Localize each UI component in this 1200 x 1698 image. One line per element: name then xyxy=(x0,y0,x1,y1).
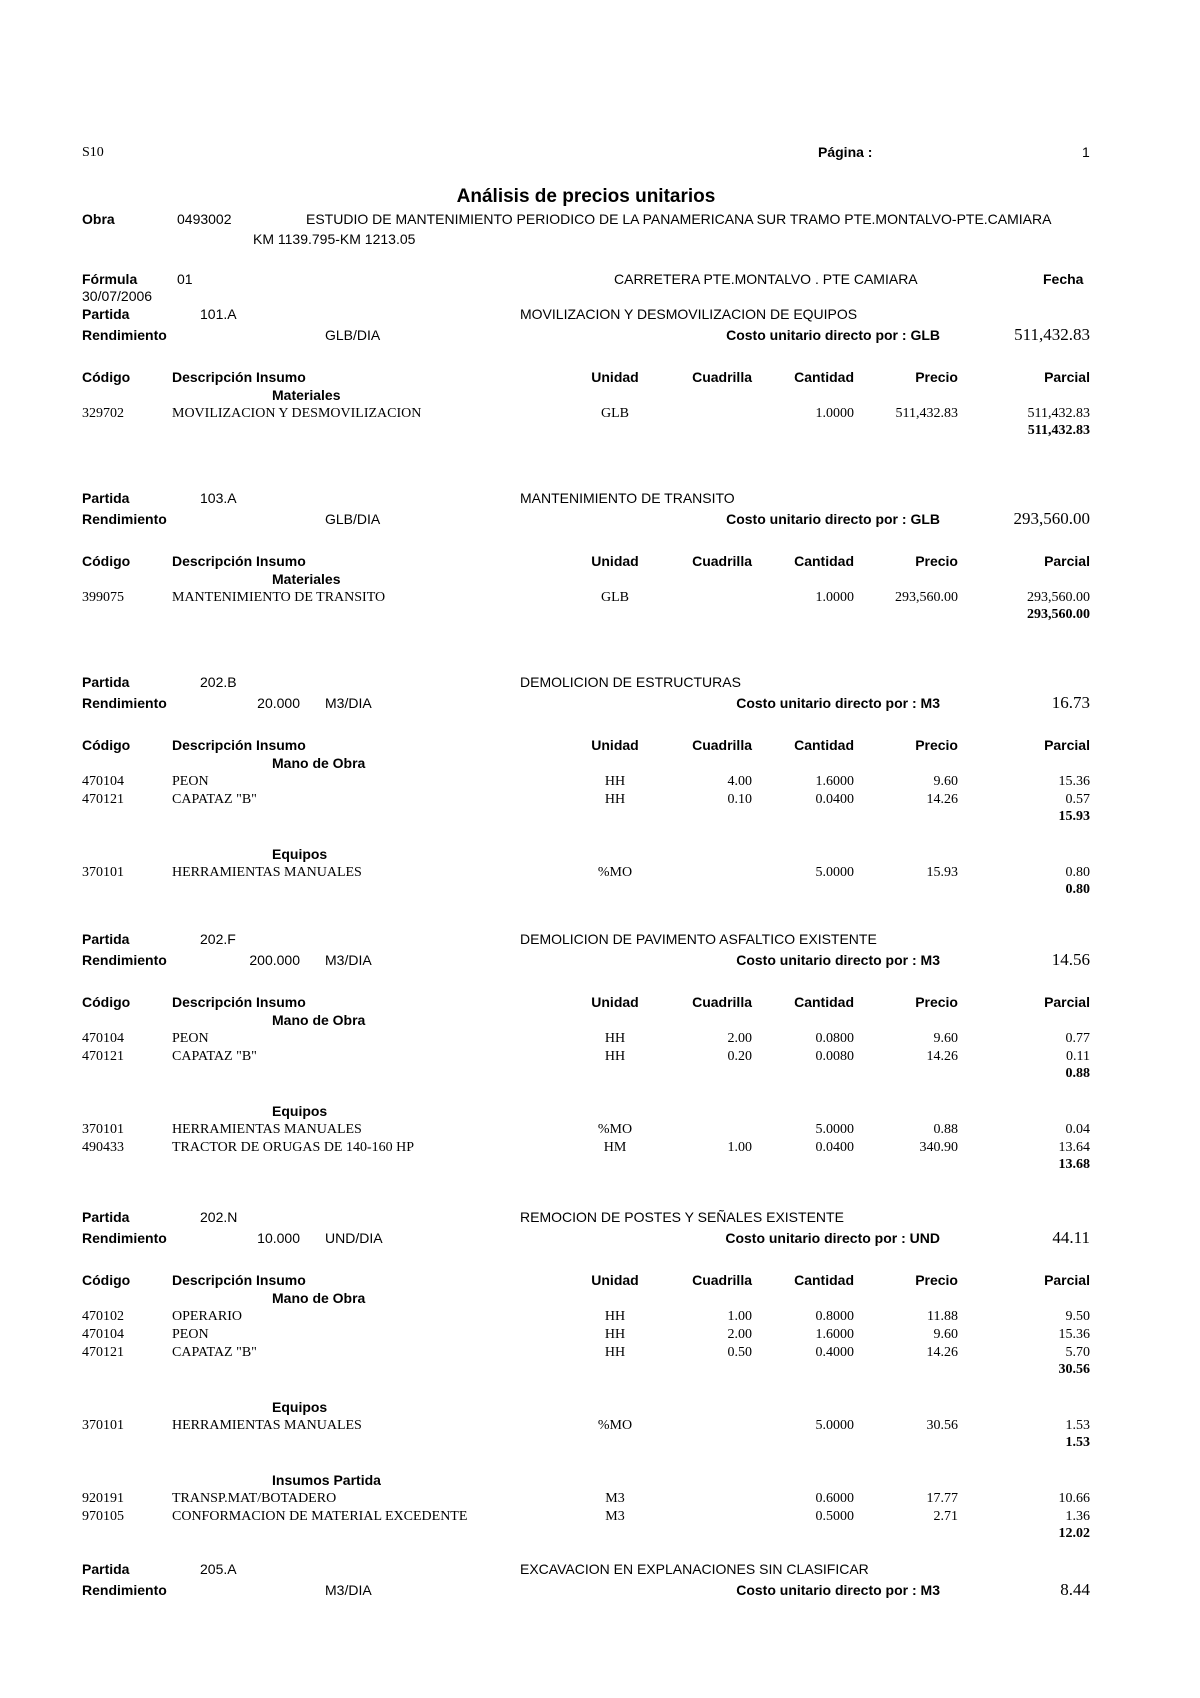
row-desc: HERRAMIENTAS MANUALES xyxy=(172,1122,362,1137)
col-header-cantidad: Cantidad xyxy=(794,994,854,1010)
rendimiento-value: 20.000 xyxy=(257,695,300,711)
rendimiento-unit: UND/DIA xyxy=(325,1230,383,1246)
row-precio: 14.26 xyxy=(926,1049,958,1064)
row-unit: GLB xyxy=(601,590,629,605)
formula-code: 01 xyxy=(177,271,193,287)
col-header-cuadrilla: Cuadrilla xyxy=(692,994,752,1010)
col-header-precio: Precio xyxy=(915,994,958,1010)
group-title: Materiales xyxy=(272,571,341,587)
row-cuadrilla: 0.50 xyxy=(727,1345,752,1360)
row-desc: PEON xyxy=(172,1031,209,1046)
row-parcial: 15.36 xyxy=(1058,1327,1090,1342)
row-cantidad: 5.0000 xyxy=(815,865,854,880)
col-header-cuadrilla: Cuadrilla xyxy=(692,369,752,385)
row-cuadrilla: 1.00 xyxy=(727,1140,752,1155)
row-parcial: 1.53 xyxy=(1065,1418,1090,1433)
rendimiento-unit: GLB/DIA xyxy=(325,327,381,343)
col-header-descripcion: Descripción Insumo xyxy=(172,994,306,1010)
rendimiento-label: Rendimiento xyxy=(82,327,167,343)
row-unit: HH xyxy=(604,1327,626,1342)
group-title: Insumos Partida xyxy=(272,1472,381,1488)
col-header-cantidad: Cantidad xyxy=(794,1272,854,1288)
unit-cost: 16.73 xyxy=(1051,693,1090,712)
group-subtotal: 293,560.00 xyxy=(1027,607,1090,622)
fecha-label: Fecha xyxy=(1043,271,1084,287)
row-unit: HM xyxy=(603,1140,627,1155)
row-code: 370101 xyxy=(82,865,124,880)
row-parcial: 0.11 xyxy=(1066,1049,1090,1064)
cost-label: Costo unitario directo por : M3 xyxy=(736,1582,940,1598)
row-desc: MANTENIMIENTO DE TRANSITO xyxy=(172,590,386,605)
row-desc: OPERARIO xyxy=(172,1309,243,1324)
row-unit: HH xyxy=(604,1309,626,1324)
rendimiento-label: Rendimiento xyxy=(82,511,167,527)
col-header-codigo: Código xyxy=(82,1272,131,1288)
partida-name: REMOCION DE POSTES Y SEÑALES EXISTENTE xyxy=(520,1209,844,1225)
row-cantidad: 5.0000 xyxy=(815,1122,854,1137)
row-desc: TRANSP.MAT/BOTADERO xyxy=(172,1491,337,1506)
col-header-precio: Precio xyxy=(915,553,958,569)
page-number: 1 xyxy=(1082,144,1090,160)
group-subtotal: 15.93 xyxy=(1058,809,1090,824)
col-header-cantidad: Cantidad xyxy=(794,369,854,385)
row-code: 470121 xyxy=(82,792,124,807)
group-title: Mano de Obra xyxy=(272,1290,366,1306)
cost-label: Costo unitario directo por : M3 xyxy=(736,952,940,968)
rendimiento-unit: M3/DIA xyxy=(325,952,372,968)
row-parcial: 15.36 xyxy=(1058,774,1090,789)
row-parcial: 0.77 xyxy=(1065,1031,1090,1046)
partida-code: 103.A xyxy=(200,490,237,506)
col-header-parcial: Parcial xyxy=(1044,737,1090,753)
col-header-codigo: Código xyxy=(82,994,131,1010)
row-cantidad: 0.0080 xyxy=(815,1049,854,1064)
col-header-cuadrilla: Cuadrilla xyxy=(692,1272,752,1288)
group-title: Equipos xyxy=(272,1399,328,1415)
row-parcial: 511,432.83 xyxy=(1027,406,1090,421)
row-code: 470104 xyxy=(82,1031,124,1046)
row-precio: 340.90 xyxy=(919,1140,958,1155)
unit-cost: 8.44 xyxy=(1060,1580,1090,1599)
row-parcial: 5.70 xyxy=(1065,1345,1090,1360)
row-cantidad: 1.6000 xyxy=(815,1327,854,1342)
row-code: 470104 xyxy=(82,774,124,789)
rendimiento-value: 200.000 xyxy=(249,952,300,968)
partida-name: DEMOLICION DE PAVIMENTO ASFALTICO EXISTENTE xyxy=(520,931,877,947)
row-cantidad: 0.0400 xyxy=(815,792,854,807)
row-cantidad: 0.6000 xyxy=(815,1491,854,1506)
col-header-unidad: Unidad xyxy=(591,553,639,569)
row-unit: HH xyxy=(604,1345,626,1360)
cost-label: Costo unitario directo por : GLB xyxy=(726,511,940,527)
row-parcial: 0.04 xyxy=(1065,1122,1090,1137)
row-precio: 9.60 xyxy=(933,1031,958,1046)
row-desc: CAPATAZ "B" xyxy=(172,1345,257,1360)
row-precio: 30.56 xyxy=(926,1418,958,1433)
row-parcial: 10.66 xyxy=(1058,1491,1090,1506)
partida-label: Partida xyxy=(82,931,130,947)
row-unit: HH xyxy=(604,774,626,789)
row-cantidad: 1.0000 xyxy=(815,590,854,605)
group-subtotal: 0.88 xyxy=(1065,1066,1090,1081)
rendimiento-label: Rendimiento xyxy=(82,695,167,711)
row-code: 920191 xyxy=(82,1491,124,1506)
row-cantidad: 0.4000 xyxy=(815,1345,854,1360)
row-unit: HH xyxy=(604,792,626,807)
row-unit: %MO xyxy=(597,865,633,880)
col-header-unidad: Unidad xyxy=(591,369,639,385)
row-precio: 15.93 xyxy=(926,865,958,880)
row-precio: 11.88 xyxy=(927,1309,958,1324)
row-cuadrilla: 2.00 xyxy=(727,1327,752,1342)
rendimiento-label: Rendimiento xyxy=(82,1230,167,1246)
row-unit: M3 xyxy=(605,1509,625,1524)
unit-cost: 44.11 xyxy=(1052,1228,1090,1247)
row-precio: 0.88 xyxy=(933,1122,958,1137)
row-code: 399075 xyxy=(82,590,124,605)
row-precio: 14.26 xyxy=(926,1345,958,1360)
partida-name: MANTENIMIENTO DE TRANSITO xyxy=(520,490,735,506)
unit-cost: 14.56 xyxy=(1051,950,1090,969)
row-desc: CAPATAZ "B" xyxy=(172,792,257,807)
col-header-descripcion: Descripción Insumo xyxy=(172,369,306,385)
row-unit: M3 xyxy=(605,1491,625,1506)
col-header-descripcion: Descripción Insumo xyxy=(172,737,306,753)
group-subtotal: 511,432.83 xyxy=(1027,423,1090,438)
row-desc: MOVILIZACION Y DESMOVILIZACION xyxy=(172,406,422,421)
row-cuadrilla: 0.10 xyxy=(727,792,752,807)
obra-description-line2: KM 1139.795-KM 1213.05 xyxy=(253,231,416,247)
partida-label: Partida xyxy=(82,490,130,506)
partida-label: Partida xyxy=(82,1209,130,1225)
col-header-descripcion: Descripción Insumo xyxy=(172,1272,306,1288)
partida-code: 205.A xyxy=(200,1561,237,1577)
row-code: 370101 xyxy=(82,1122,124,1137)
row-parcial: 1.36 xyxy=(1065,1509,1090,1524)
row-cuadrilla: 1.00 xyxy=(727,1309,752,1324)
row-code: 470104 xyxy=(82,1327,124,1342)
rendimiento-unit: M3/DIA xyxy=(325,1582,372,1598)
row-parcial: 9.50 xyxy=(1065,1309,1090,1324)
row-precio: 17.77 xyxy=(926,1491,958,1506)
row-precio: 9.60 xyxy=(933,774,958,789)
obra-label: Obra xyxy=(82,211,115,227)
partida-code: 202.B xyxy=(200,674,237,690)
row-cantidad: 0.5000 xyxy=(815,1509,854,1524)
obra-code: 0493002 xyxy=(177,211,232,227)
col-header-cantidad: Cantidad xyxy=(794,553,854,569)
row-code: 970105 xyxy=(82,1509,124,1524)
col-header-cantidad: Cantidad xyxy=(794,737,854,753)
partida-name: MOVILIZACION Y DESMOVILIZACION DE EQUIPOS xyxy=(520,306,858,322)
group-title: Equipos xyxy=(272,1103,328,1119)
row-cantidad: 5.0000 xyxy=(815,1418,854,1433)
formula-label: Fórmula xyxy=(82,271,138,287)
row-desc: HERRAMIENTAS MANUALES xyxy=(172,1418,362,1433)
partida-code: 202.N xyxy=(200,1209,238,1225)
row-cuadrilla: 0.20 xyxy=(727,1049,752,1064)
row-desc: CAPATAZ "B" xyxy=(172,1049,257,1064)
group-title: Mano de Obra xyxy=(272,755,366,771)
col-header-descripcion: Descripción Insumo xyxy=(172,553,306,569)
row-desc: TRACTOR DE ORUGAS DE 140-160 HP xyxy=(172,1140,415,1155)
formula-date: 30/07/2006 xyxy=(82,288,153,304)
cost-label: Costo unitario directo por : UND xyxy=(725,1230,940,1246)
rendimiento-unit: GLB/DIA xyxy=(325,511,381,527)
obra-description: ESTUDIO DE MANTENIMIENTO PERIODICO DE LA PANAMERICANA SUR TRAMO PTE.MONTALVO-PTE.CAMIARA xyxy=(306,211,1052,227)
partida-code: 202.F xyxy=(200,931,236,947)
row-code: 470121 xyxy=(82,1345,124,1360)
col-header-parcial: Parcial xyxy=(1044,553,1090,569)
row-parcial: 13.64 xyxy=(1058,1140,1090,1155)
row-cantidad: 0.0800 xyxy=(815,1031,854,1046)
row-precio: 293,560.00 xyxy=(895,590,958,605)
row-unit: HH xyxy=(604,1049,626,1064)
group-subtotal: 1.53 xyxy=(1065,1435,1090,1450)
partida-label: Partida xyxy=(82,1561,130,1577)
row-code: 490433 xyxy=(82,1140,124,1155)
col-header-parcial: Parcial xyxy=(1044,1272,1090,1288)
row-unit: %MO xyxy=(597,1418,633,1433)
col-header-codigo: Código xyxy=(82,737,131,753)
row-desc: CONFORMACION DE MATERIAL EXCEDENTE xyxy=(172,1509,468,1524)
partida-name: EXCAVACION EN EXPLANACIONES SIN CLASIFICAR xyxy=(520,1561,869,1577)
rendimiento-value: 10.000 xyxy=(257,1230,300,1246)
row-precio: 14.26 xyxy=(926,792,958,807)
rendimiento-unit: M3/DIA xyxy=(325,695,372,711)
row-precio: 511,432.83 xyxy=(895,406,958,421)
row-code: 370101 xyxy=(82,1418,124,1433)
row-precio: 2.71 xyxy=(933,1509,958,1524)
partida-name: DEMOLICION DE ESTRUCTURAS xyxy=(520,674,741,690)
row-unit: GLB xyxy=(601,406,629,421)
row-unit: %MO xyxy=(597,1122,633,1137)
unit-cost: 293,560.00 xyxy=(1013,509,1090,528)
row-cantidad: 0.0400 xyxy=(815,1140,854,1155)
formula-description: CARRETERA PTE.MONTALVO . PTE CAMIARA xyxy=(614,271,918,287)
col-header-unidad: Unidad xyxy=(591,994,639,1010)
cost-label: Costo unitario directo por : GLB xyxy=(726,327,940,343)
group-title: Equipos xyxy=(272,846,328,862)
col-header-unidad: Unidad xyxy=(591,737,639,753)
row-cantidad: 1.6000 xyxy=(815,774,854,789)
row-code: 329702 xyxy=(82,406,124,421)
row-unit: HH xyxy=(604,1031,626,1046)
row-cantidad: 1.0000 xyxy=(815,406,854,421)
rendimiento-label: Rendimiento xyxy=(82,952,167,968)
group-subtotal: 13.68 xyxy=(1058,1157,1090,1172)
col-header-precio: Precio xyxy=(915,1272,958,1288)
group-subtotal: 30.56 xyxy=(1058,1362,1090,1377)
group-subtotal: 0.80 xyxy=(1065,882,1090,897)
partida-label: Partida xyxy=(82,306,130,322)
row-desc: HERRAMIENTAS MANUALES xyxy=(172,865,362,880)
col-header-cuadrilla: Cuadrilla xyxy=(692,737,752,753)
partida-label: Partida xyxy=(82,674,130,690)
row-code: 470102 xyxy=(82,1309,124,1324)
row-parcial: 0.80 xyxy=(1065,865,1090,880)
col-header-parcial: Parcial xyxy=(1044,994,1090,1010)
group-title: Mano de Obra xyxy=(272,1012,366,1028)
col-header-cuadrilla: Cuadrilla xyxy=(692,553,752,569)
row-cuadrilla: 2.00 xyxy=(727,1031,752,1046)
row-desc: PEON xyxy=(172,774,209,789)
col-header-unidad: Unidad xyxy=(591,1272,639,1288)
col-header-precio: Precio xyxy=(915,369,958,385)
cost-label: Costo unitario directo por : M3 xyxy=(736,695,940,711)
col-header-parcial: Parcial xyxy=(1044,369,1090,385)
page-title: Análisis de precios unitarios xyxy=(456,186,716,207)
row-code: 470121 xyxy=(82,1049,124,1064)
rendimiento-label: Rendimiento xyxy=(82,1582,167,1598)
col-header-codigo: Código xyxy=(82,369,131,385)
page-label: Página : xyxy=(818,144,873,160)
row-precio: 9.60 xyxy=(933,1327,958,1342)
row-parcial: 293,560.00 xyxy=(1027,590,1090,605)
group-title: Materiales xyxy=(272,387,341,403)
row-cuadrilla: 4.00 xyxy=(727,774,752,789)
partida-code: 101.A xyxy=(200,306,237,322)
group-subtotal: 12.02 xyxy=(1058,1526,1090,1541)
row-parcial: 0.57 xyxy=(1065,792,1090,807)
col-header-codigo: Código xyxy=(82,553,131,569)
row-desc: PEON xyxy=(172,1327,209,1342)
unit-cost: 511,432.83 xyxy=(1014,325,1090,344)
row-cantidad: 0.8000 xyxy=(815,1309,854,1324)
system-id: S10 xyxy=(82,145,104,160)
col-header-precio: Precio xyxy=(915,737,958,753)
